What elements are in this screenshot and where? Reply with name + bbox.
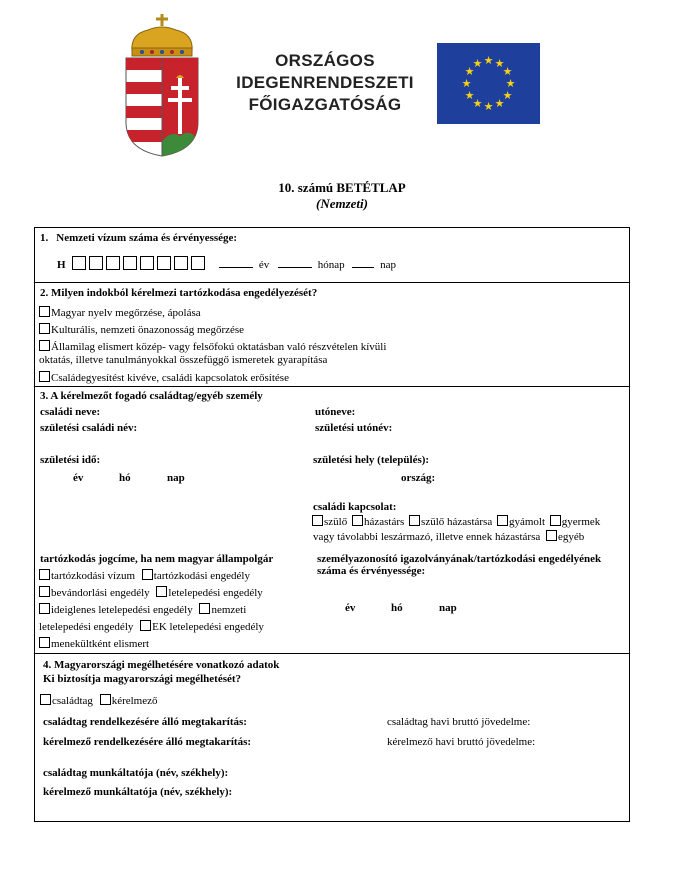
applicant-savings-label: kérelmező rendelkezésére álló megtakarítás: <box>43 736 252 748</box>
checkbox[interactable] <box>142 569 153 580</box>
residence-option: tartózkodási vízum <box>51 570 136 582</box>
checkbox[interactable] <box>40 694 51 705</box>
section4-title: 4. Magyarországi megélhetésére vonatkozó adatok <box>43 659 280 671</box>
checkbox[interactable] <box>312 515 323 526</box>
residence-title: tartózkodás jogcíme, ha nem magyar állampolgár <box>40 553 274 565</box>
id-year-label: év <box>345 602 356 614</box>
eu-flag <box>437 43 540 124</box>
svg-text:★: ★ <box>461 77 472 90</box>
country-label: ország: <box>401 472 436 484</box>
birth-day-label: nap <box>167 472 185 484</box>
visa-month-label: hónap <box>317 259 345 271</box>
family-income-label: családtag havi bruttó jövedelme: <box>387 716 531 728</box>
residence-option-continued: letelepedési engedély <box>39 621 134 633</box>
visa-digit-box[interactable] <box>157 256 171 270</box>
form-title: 10. számú BETÉTLAP <box>278 180 406 195</box>
reason-option[interactable] <box>39 340 386 353</box>
applicant-income-label: kérelmező havi bruttó jövedelme: <box>387 736 536 748</box>
birth-month-label: hó <box>119 472 131 484</box>
reason-option[interactable] <box>39 306 201 319</box>
org-name-line2: IDEGENRENDESZETI <box>236 73 414 92</box>
svg-text:★: ★ <box>494 97 505 110</box>
reason-option-label: Magyar nyelv megőrzése, ápolása <box>51 307 201 319</box>
birth-place-label: születési hely (település): <box>313 454 430 466</box>
checkbox[interactable] <box>39 371 50 382</box>
checkbox[interactable] <box>497 515 508 526</box>
relation-option: gyermek <box>561 516 601 528</box>
svg-text:★: ★ <box>464 89 475 102</box>
residence-options <box>39 568 264 653</box>
checkbox[interactable] <box>39 306 50 317</box>
relation-options-row1 <box>312 515 600 528</box>
form-table <box>34 227 630 822</box>
family-employer-label: családtag munkáltatója (név, székhely): <box>43 767 229 779</box>
checkbox[interactable] <box>39 340 50 351</box>
id-document-title-line1: személyazonosító igazolványának/tartózkodási engedélyének <box>317 553 602 565</box>
checkbox[interactable] <box>550 515 561 526</box>
relation-option: egyéb <box>557 531 585 543</box>
relation-options-row2 <box>313 530 584 543</box>
residence-option: tartózkodási engedély <box>153 570 250 582</box>
applicant-employer-label: kérelmező munkáltatója (név, székhely): <box>43 786 233 798</box>
section1-title <box>40 232 237 244</box>
hungarian-coat-of-arms <box>118 12 206 158</box>
provider-options <box>40 694 158 707</box>
provider-option: kérelmező <box>111 695 158 707</box>
birth-date-label: születési idő: <box>40 454 101 466</box>
checkbox[interactable] <box>39 323 50 334</box>
org-name-line1: ORSZÁGOS <box>275 51 375 70</box>
section3-title: 3. A kérelmezőt fogadó családtag/egyéb személy <box>40 390 263 402</box>
provider-option: családtag <box>52 695 93 707</box>
visa-number-row <box>57 256 396 271</box>
reason-option-label: Államilag elismert közép- vagy felsőfokú oktatásban való részvételen kívüli <box>51 341 387 353</box>
visa-day-field[interactable] <box>352 267 374 268</box>
svg-text:★: ★ <box>464 65 475 78</box>
section1-title-text: Nemzeti vízum száma és érvényessége: <box>56 232 238 244</box>
checkbox[interactable] <box>39 637 50 648</box>
checkbox[interactable] <box>100 694 111 705</box>
relation-option: házastárs <box>363 516 405 528</box>
relation-title: családi kapcsolat: <box>313 501 397 513</box>
reason-option-continued: oktatás, illetve tanulmányokkal összefüggő ismeretek gyarapítása <box>39 354 328 366</box>
reason-option-label: Kulturális, nemzeti önazonosság megőrzése <box>51 324 245 336</box>
svg-text:★: ★ <box>502 89 513 102</box>
divider <box>35 653 629 654</box>
id-document-title <box>317 553 601 577</box>
birth-family-name-label: születési családi név: <box>40 422 138 434</box>
relation-option: vagy távolabbi leszármazó, illetve ennek házastársa <box>313 531 541 543</box>
divider <box>35 282 629 283</box>
given-name-label: utóneve: <box>315 406 356 418</box>
checkbox[interactable] <box>409 515 420 526</box>
residence-option: ideiglenes letelepedési engedély <box>51 604 193 616</box>
visa-digit-box[interactable] <box>191 256 205 270</box>
svg-text:★: ★ <box>494 57 505 70</box>
svg-text:★: ★ <box>483 100 494 113</box>
residence-option: menekültként elismert <box>51 638 150 650</box>
svg-text:★: ★ <box>502 65 513 78</box>
residence-option: EK letelepedési engedély <box>152 621 264 633</box>
checkbox[interactable] <box>39 569 50 580</box>
birth-year-label: év <box>73 472 84 484</box>
visa-digit-box[interactable] <box>123 256 137 270</box>
birth-given-name-label: születési utónév: <box>315 422 393 434</box>
checkbox[interactable] <box>352 515 363 526</box>
visa-year-field[interactable] <box>219 267 253 268</box>
residence-option: nemzeti <box>211 604 247 616</box>
svg-text:★: ★ <box>483 54 494 67</box>
checkbox[interactable] <box>546 530 557 541</box>
checkbox[interactable] <box>39 603 50 614</box>
family-savings-label: családtag rendelkezésére álló megtakarítás: <box>43 716 247 728</box>
divider <box>35 386 629 387</box>
org-name-line3: FŐIGAZGATÓSÁG <box>248 95 402 114</box>
visa-digit-box[interactable] <box>140 256 154 270</box>
checkbox[interactable] <box>39 586 50 597</box>
reason-option[interactable] <box>39 371 289 384</box>
visa-prefix: H <box>57 259 66 271</box>
svg-text:★: ★ <box>472 97 483 110</box>
visa-year-label: év <box>258 259 270 271</box>
residence-option: letelepedési engedély <box>168 587 263 599</box>
id-month-label: hó <box>391 602 403 614</box>
relation-option: gyámolt <box>508 516 546 528</box>
visa-digit-box[interactable] <box>72 256 86 270</box>
organization-name <box>218 50 432 116</box>
id-day-label: nap <box>439 602 457 614</box>
visa-digit-box[interactable] <box>174 256 188 270</box>
relation-option: szülő házastársa <box>421 516 493 528</box>
svg-text:★: ★ <box>505 77 516 90</box>
reason-option-label: Családegyesítést kivéve, családi kapcsolatok erősítése <box>51 372 289 384</box>
id-document-title-line2: száma és érvényessége: <box>317 565 426 577</box>
section2-title: 2. Milyen indokból kérelmezi tartózkodása engedélyezését? <box>40 287 318 299</box>
visa-digit-box[interactable] <box>106 256 120 270</box>
section1-number: 1. <box>40 232 49 244</box>
form-subtitle: (Nemzeti) <box>316 196 368 211</box>
visa-month-field[interactable] <box>278 267 312 268</box>
visa-digit-box[interactable] <box>89 256 103 270</box>
checkbox[interactable] <box>156 586 167 597</box>
residence-option: bevándorlási engedély <box>51 587 150 599</box>
family-name-label: családi neve: <box>40 406 101 418</box>
section4-question: Ki biztosítja magyarországi megélhetését? <box>43 673 242 685</box>
reason-option[interactable] <box>39 323 244 336</box>
relation-option: szülő <box>324 516 348 528</box>
svg-text:★: ★ <box>472 57 483 70</box>
checkbox[interactable] <box>140 620 151 631</box>
visa-day-label: nap <box>380 259 396 271</box>
checkbox[interactable] <box>199 603 210 614</box>
